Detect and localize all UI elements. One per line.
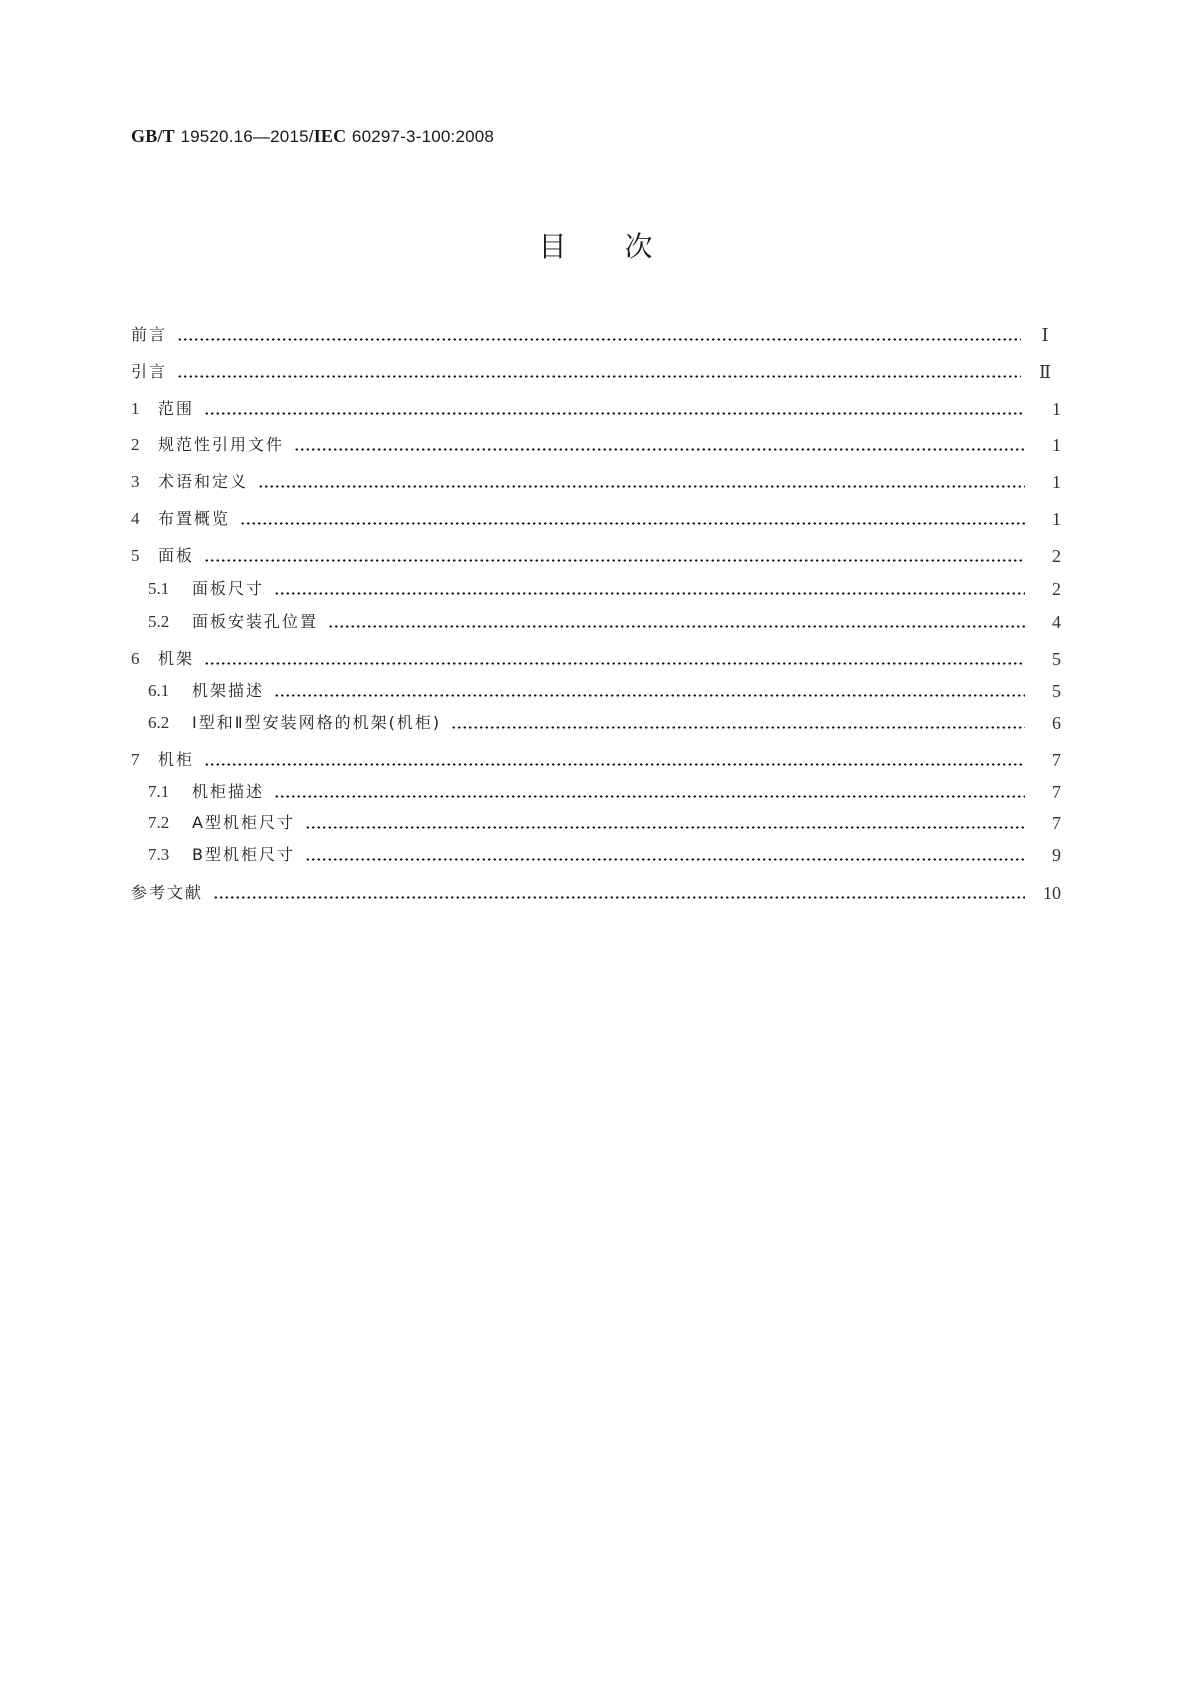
toc-entry-label: 面板安装孔位置 — [192, 612, 319, 631]
toc-entry-number: 4 — [131, 509, 140, 528]
toc-entry-number: 6 — [131, 649, 140, 668]
toc-entry-foreword[interactable] — [131, 322, 1061, 346]
standard-number: 19520.16—2015/ — [180, 127, 314, 146]
toc-entry-label: 机柜描述 — [192, 782, 265, 801]
toc-entry-page: 9 — [1052, 845, 1061, 865]
toc-entry-5-panels[interactable] — [131, 543, 1061, 567]
toc-entry-bibliography[interactable] — [131, 880, 1061, 904]
dot-leader — [177, 338, 1021, 341]
dot-leader — [451, 726, 1025, 729]
dot-leader — [204, 412, 1025, 415]
toc-entry-page: 6 — [1052, 713, 1061, 733]
toc-entry-7-3-type-b-dimensions[interactable] — [131, 842, 1061, 866]
iec-number: 60297-3-100:2008 — [351, 127, 495, 146]
toc-entry-number: 5.2 — [148, 612, 170, 631]
toc-entry-7-1-cabinet-description[interactable] — [131, 779, 1061, 803]
dot-leader — [274, 795, 1025, 798]
toc-entry-label: 布置概览 — [158, 509, 231, 528]
toc-entry-page: 5 — [1052, 681, 1061, 701]
toc-entry-page: 4 — [1052, 612, 1061, 632]
toc-entry-2-normative-references[interactable] — [131, 432, 1061, 456]
toc-entry-page: 7 — [1052, 782, 1061, 802]
toc-entry-3-terms[interactable] — [131, 469, 1061, 493]
title-char-1: 目 — [538, 230, 567, 263]
dot-leader — [204, 559, 1025, 562]
toc-entry-label: 前言 — [131, 325, 168, 344]
toc-entry-label: B型机柜尺寸 — [192, 845, 295, 864]
toc-entry-page: 2 — [1052, 546, 1061, 566]
toc-entry-page: 1 — [1052, 435, 1061, 455]
toc-entry-page: 7 — [1052, 750, 1061, 770]
page-title — [0, 230, 1191, 264]
toc-entry-label: 机架描述 — [192, 681, 265, 700]
iec-prefix: IEC — [313, 126, 347, 146]
toc-entry-number: 7.2 — [148, 813, 170, 832]
toc-entry-label: 参考文献 — [131, 883, 204, 902]
toc-entry-5-1-panel-dimensions[interactable] — [131, 576, 1061, 600]
toc-entry-label: 范围 — [158, 399, 195, 418]
toc-entry-number: 6.1 — [148, 681, 170, 700]
toc-entry-4-arrangement-overview[interactable] — [131, 506, 1061, 530]
toc-entry-5-2-mounting-holes[interactable] — [131, 609, 1061, 633]
dot-leader — [213, 896, 1025, 899]
dot-leader — [240, 522, 1025, 525]
toc-entry-number: 7.3 — [148, 845, 170, 864]
toc-entry-number: 7.1 — [148, 782, 170, 801]
toc-entry-introduction[interactable] — [131, 359, 1061, 383]
toc-entry-label: 面板 — [158, 546, 195, 565]
toc-entry-label: 规范性引用文件 — [158, 435, 285, 454]
dot-leader — [328, 625, 1025, 628]
toc-entry-6-2-mounting-grid-racks[interactable] — [131, 710, 1061, 734]
dot-leader — [274, 592, 1025, 595]
toc-entry-page: 2 — [1052, 579, 1061, 599]
toc-entry-number: 6.2 — [148, 713, 170, 732]
toc-entry-number: 5 — [131, 546, 140, 565]
title-char-2: 次 — [624, 230, 653, 263]
dot-leader — [274, 694, 1025, 697]
toc-entry-label: 机架 — [158, 649, 195, 668]
dot-leader — [305, 826, 1025, 829]
dot-leader — [258, 485, 1025, 488]
standard-prefix: GB/T — [131, 126, 175, 146]
standard-code-header — [131, 126, 494, 147]
toc-entry-7-2-type-a-dimensions[interactable] — [131, 810, 1061, 834]
toc-entry-page: 1 — [1052, 509, 1061, 529]
toc-entry-number: 3 — [131, 472, 140, 491]
toc-entry-label: 术语和定义 — [158, 472, 249, 491]
dot-leader — [177, 375, 1021, 378]
toc-entry-number: 2 — [131, 435, 140, 454]
toc-entry-number: 5.1 — [148, 579, 170, 598]
toc-entry-label: Ⅰ型和Ⅱ型安装网格的机架(机柜) — [192, 713, 442, 732]
toc-entry-label: 面板尺寸 — [192, 579, 265, 598]
toc-entry-label: A型机柜尺寸 — [192, 813, 295, 832]
toc-entry-number: 7 — [131, 750, 140, 769]
dot-leader — [204, 662, 1025, 665]
toc-entry-page: 10 — [1043, 883, 1061, 903]
toc-entry-6-1-rack-description[interactable] — [131, 678, 1061, 702]
toc-entry-page: 5 — [1052, 649, 1061, 669]
toc-entry-page: Ⅱ — [1038, 362, 1052, 382]
toc-entry-1-scope[interactable] — [131, 396, 1061, 420]
toc-entry-page: 1 — [1052, 399, 1061, 419]
toc-entry-number: 1 — [131, 399, 140, 418]
toc-entry-page: Ⅰ — [1041, 325, 1049, 345]
toc-entry-page: 7 — [1052, 813, 1061, 833]
dot-leader — [305, 858, 1025, 861]
toc-entry-label: 机柜 — [158, 750, 195, 769]
toc-entry-page: 1 — [1052, 472, 1061, 492]
toc-entry-7-cabinets[interactable] — [131, 747, 1061, 771]
dot-leader — [204, 763, 1025, 766]
toc-entry-label: 引言 — [131, 362, 168, 381]
dot-leader — [294, 448, 1025, 451]
toc-entry-6-racks[interactable] — [131, 646, 1061, 670]
